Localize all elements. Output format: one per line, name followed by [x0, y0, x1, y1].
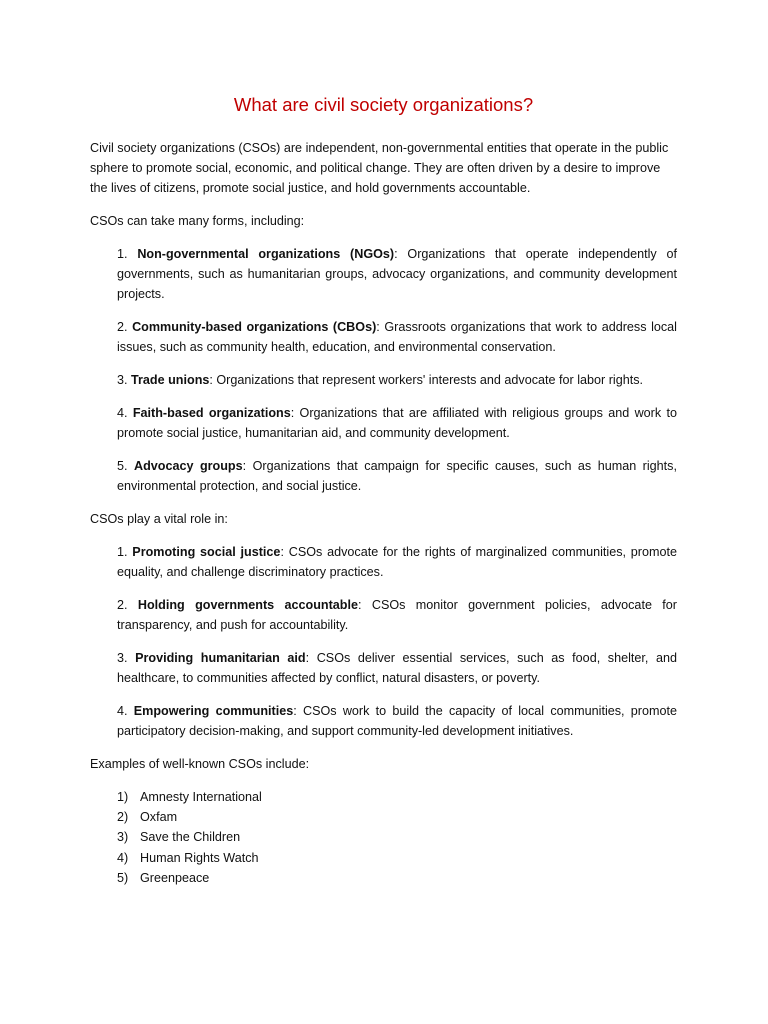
list-item [117, 868, 677, 888]
item-number: 3. [117, 651, 136, 665]
item-term: Providing humanitarian aid [135, 651, 306, 665]
item-description: : Organizations that are affiliated with religious groups and work to promote social justice, humanitarian aid, and community development. [117, 406, 677, 440]
list-item [117, 542, 677, 582]
organization-name: Human Rights Watch [140, 850, 259, 865]
page-title: What are civil society organizations? [233, 94, 534, 115]
list-item [117, 787, 677, 807]
item-description: : Organizations that campaign for specific causes, such as human rights, environmental protection, and social justice. [117, 459, 677, 493]
item-description: : CSOs deliver essential services, such as food, shelter, and healthcare, to communities affected by conflict, natural disasters, or poverty. [117, 651, 677, 685]
roles-intro: CSOs play a vital role in: [90, 512, 228, 526]
item-term: Holding governments accountable [137, 598, 358, 612]
item-number: 1. [117, 545, 133, 559]
item-number: 4) [117, 850, 129, 865]
examples-intro: Examples of well-known CSOs include: [90, 757, 310, 771]
item-description: : Organizations that represent workers' interests and advocate for labor rights. [209, 373, 643, 387]
list-item [117, 701, 677, 741]
list-item [117, 403, 677, 443]
item-description: : CSOs monitor government policies, advocate for transparency, and push for accountability. [117, 598, 677, 632]
item-term: Non-governmental organizations (NGOs) [137, 247, 395, 261]
item-number: 1. [117, 247, 138, 261]
item-description: : CSOs advocate for the rights of marginalized communities, promote equality, and challenge discriminatory practices. [117, 545, 677, 579]
item-description: : CSOs work to build the capacity of local communities, promote participatory decision-making, and support community-led development initiatives. [117, 704, 677, 738]
item-term: Advocacy groups [133, 459, 243, 473]
list-item [117, 370, 677, 390]
organization-name: Amnesty International [140, 790, 262, 804]
item-term: Faith-based organizations [132, 406, 291, 420]
item-number: 2. [117, 598, 138, 612]
item-number: 2) [117, 810, 129, 825]
item-description: : Organizations that operate independently of governments, such as humanitarian groups, advocacy organizations, and community development projects. [117, 247, 677, 301]
forms-intro: CSOs can take many forms, including: [90, 214, 305, 228]
item-number: 4. [117, 704, 134, 718]
list-item [117, 648, 677, 688]
intro-paragraph: Civil society organizations (CSOs) are independent, non-governmental entities that operate in the public sphere to promote social, economic, and political change. They are often driven by a desire to improve the lives of citizens, promote social justice, and hold governments accountable. [90, 141, 669, 195]
roles-list [90, 542, 677, 741]
list-item [117, 456, 677, 496]
list-item [117, 848, 677, 868]
list-item [117, 595, 677, 635]
organization-name: Greenpeace [140, 870, 210, 885]
organization-name: Oxfam [140, 810, 178, 825]
organization-name: Save the Children [140, 830, 241, 845]
list-item [117, 317, 677, 357]
item-number: 2. [117, 320, 133, 334]
list-item [117, 807, 677, 827]
item-term: Promoting social justice [132, 545, 281, 559]
examples-list [90, 787, 677, 888]
list-item [117, 244, 677, 304]
item-number: 3) [117, 830, 129, 845]
item-number: 4. [117, 406, 133, 420]
item-number: 5. [117, 459, 134, 473]
item-description: : Grassroots organizations that work to address local issues, such as community health, education, and environmental conservation. [117, 320, 677, 354]
item-number: 5) [117, 870, 129, 885]
forms-list [90, 244, 677, 496]
item-number: 1) [117, 790, 129, 804]
item-term: Trade unions [131, 373, 210, 387]
list-item [117, 827, 677, 847]
item-term: Community-based organizations (CBOs) [132, 320, 377, 334]
item-number: 3. [117, 373, 132, 387]
item-term: Empowering communities [133, 704, 294, 718]
